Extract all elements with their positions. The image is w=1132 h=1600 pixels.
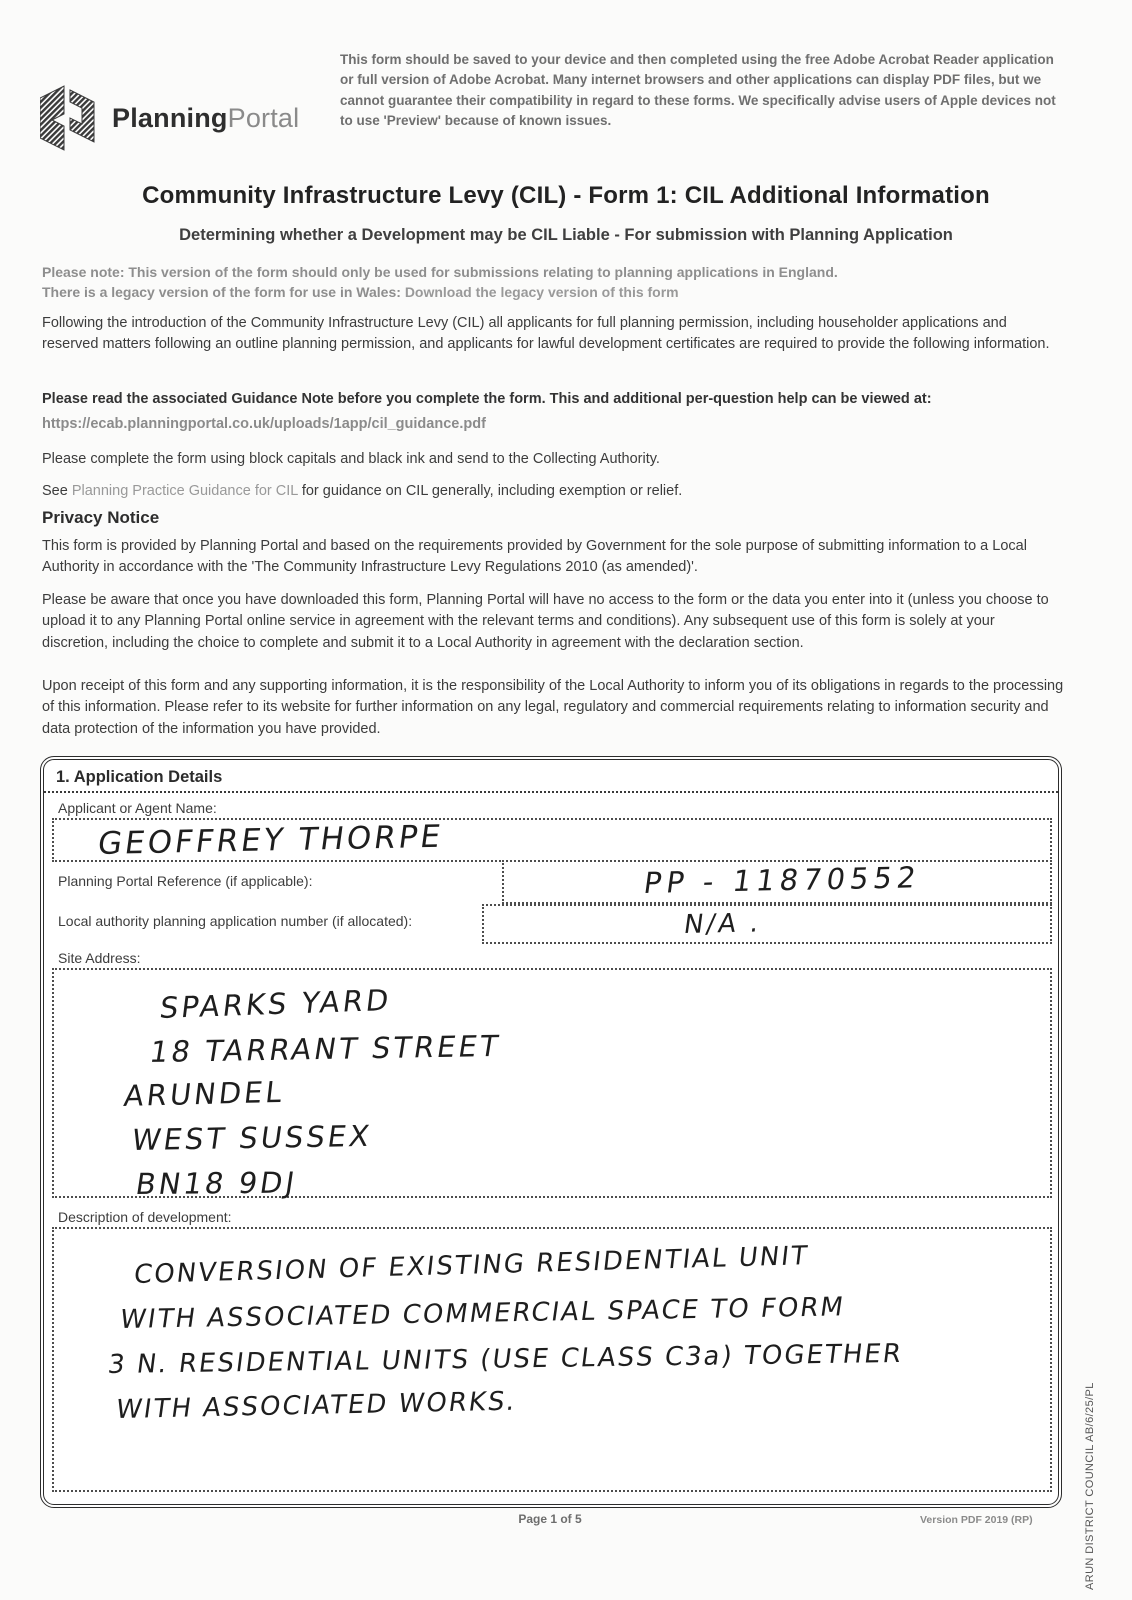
description-line: CONVERSION OF EXISTING RESIDENTIAL UNIT bbox=[132, 1241, 811, 1291]
block-capitals-instruction: Please complete the form using block capitals and black ink and send to the Collecting Authority. bbox=[42, 451, 660, 467]
section-1-heading: 1. Application Details bbox=[44, 760, 1058, 793]
planning-portal-logo bbox=[40, 84, 299, 152]
page-number: Page 1 of 5 bbox=[518, 1512, 582, 1526]
description-value bbox=[54, 1229, 1050, 1433]
see-prefix: See bbox=[42, 483, 72, 499]
site-address-label: Site Address: bbox=[58, 950, 141, 966]
site-address-line: WEST SUSSEX bbox=[129, 1118, 375, 1158]
description-line: 3 N. RESIDENTIAL UNITS (USE CLASS C3a) TOGETHER bbox=[106, 1338, 905, 1381]
site-address-line: BN18 9DJ bbox=[133, 1165, 300, 1202]
la-number-label: Local authority planning application number (if allocated): bbox=[58, 913, 413, 929]
privacy-paragraph-2: Please be aware that once you have downloaded this form, Planning Portal will have no access to the form or the data you enter into it (unless you choose to upload it to any Planning Portal online service in agreement with the relevant terms and conditions). Any subsequent use of this form is solely at your discretion, including the choice to complete and submit it to a Local Authority in agreement with the declaration section. bbox=[42, 592, 1049, 651]
application-details-section bbox=[40, 756, 1062, 1508]
adobe-acrobat-notice: This form should be saved to your device and then completed using the free Adobe Acrobat Reader application or full version of Adobe Acrobat. Many internet browsers and other applications can display PDF files, but we cannot guarantee their compatibility in regard to these forms. We specifically advise users of Apple devices not to use 'Preview' because of known issues. bbox=[340, 52, 1056, 128]
description-line: WITH ASSOCIATED COMMERCIAL SPACE TO FORM bbox=[117, 1292, 847, 1336]
see-guidance-line bbox=[42, 481, 1064, 502]
site-address-line: ARUNDEL bbox=[122, 1074, 287, 1114]
site-address-line: 18 TARRANT STREET bbox=[147, 1028, 504, 1070]
please-note-text: This version of the form should only be used for submissions relating to planning applications in England. bbox=[124, 264, 838, 280]
see-suffix: for guidance on CIL generally, including exemption or relief. bbox=[297, 483, 683, 499]
planning-portal-wordmark bbox=[112, 103, 299, 134]
pp-reference-value: PP - 11870552 bbox=[641, 860, 923, 901]
please-note-label: Please note: bbox=[42, 264, 125, 280]
site-address-value bbox=[54, 970, 1050, 1206]
practice-guidance-link[interactable]: Planning Practice Guidance for CIL bbox=[71, 483, 298, 499]
applicant-name-label: Applicant or Agent Name: bbox=[58, 800, 217, 816]
privacy-paragraph-3: Upon receipt of this form and any supporting information, it is the responsibility of the Local Authority to inform you of its obligations in regards to the processing of this information. Please refer to its website for further information on any legal, regulatory and commercial requirements relating to information security and data protection of the information you have provided. bbox=[42, 678, 1064, 737]
planning-portal-logo-icon bbox=[40, 84, 98, 152]
description-line: WITH ASSOCIATED WORKS. bbox=[114, 1386, 519, 1426]
please-note bbox=[42, 262, 1062, 303]
privacy-notice-heading: Privacy Notice bbox=[42, 508, 160, 527]
form-subtitle: Determining whether a Development may be CIL Liable - For submission with Planning Application bbox=[179, 226, 953, 244]
applicant-name-field[interactable] bbox=[52, 818, 1052, 862]
form-title: Community Infrastructure Levy (CIL) - Form 1: CIL Additional Information bbox=[142, 182, 990, 209]
intro-paragraph: Following the introduction of the Community Infrastructure Levy (CIL) all applicants for full planning permission, including householder applications and reserved matters following an outline planning permission, and applicants for lawful development certificates are required to provide the following information. bbox=[42, 315, 1050, 353]
description-field[interactable] bbox=[52, 1227, 1052, 1492]
wales-legacy-text: There is a legacy version of the form for use in Wales: bbox=[42, 284, 405, 301]
version-label: Version PDF 2019 (RP) bbox=[920, 1514, 1033, 1526]
applicant-name-value: GEOFFREY THORPE bbox=[95, 818, 446, 863]
guidance-note-paragraph: Please read the associated Guidance Note before you complete the form. This and additional per-question help can be viewed at: bbox=[42, 391, 932, 407]
site-address-line: SPARKS YARD bbox=[157, 982, 394, 1026]
guidance-url-link[interactable]: https://ecab.planningportal.co.uk/uploads/1app/cil_guidance.pdf bbox=[42, 416, 486, 432]
logo-word-portal: Portal bbox=[227, 102, 300, 133]
logo-word-planning: Planning bbox=[112, 102, 228, 133]
la-number-value: N/A . bbox=[681, 908, 764, 941]
site-address-field[interactable] bbox=[52, 968, 1052, 1202]
council-side-stamp: ARUN DISTRICT COUNCIL AB/6/25/PL bbox=[1084, 1382, 1096, 1590]
description-label: Description of development: bbox=[58, 1209, 232, 1225]
privacy-paragraph-1: This form is provided by Planning Portal and based on the requirements provided by Government for the sole purpose of submitting information to a Local Authority in accordance with the 'The Community Infrastructure Levy Regulations 2010 (as amended)'. bbox=[42, 538, 1027, 576]
pp-reference-field[interactable] bbox=[502, 860, 1052, 904]
download-legacy-link[interactable]: Download the legacy version of this form bbox=[404, 284, 679, 301]
pp-reference-label: Planning Portal Reference (if applicable): bbox=[58, 873, 313, 889]
la-number-field[interactable] bbox=[482, 904, 1052, 944]
